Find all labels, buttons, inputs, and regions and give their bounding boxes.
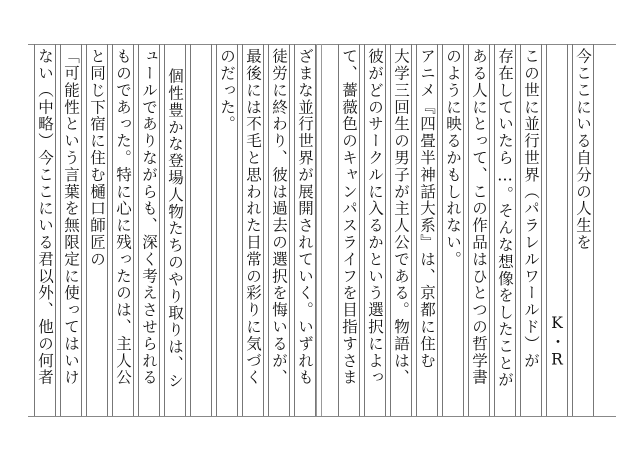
- column-text: 徒労に終わり、彼は過去の選択を悔いるが、: [270, 48, 288, 386]
- column-text: て、薔薇色のキャンパスライフを目指すさま: [340, 48, 358, 386]
- column-9: [364, 44, 386, 416]
- column-15: [190, 44, 212, 416]
- column-10: [338, 44, 360, 416]
- column-text: のように映るかもしれない。: [444, 48, 462, 268]
- center-fold: [316, 44, 322, 416]
- column-text: 彼がどのサークルに入るかという選択によっ: [366, 48, 384, 386]
- column-6: [442, 44, 464, 416]
- column-text: ある人にとって、この作品はひとつの哲学書: [470, 48, 488, 386]
- column-8: [390, 44, 412, 416]
- column-text: アニメ『四畳半神話大系』は、京都に住む: [418, 48, 436, 370]
- column-2: [546, 44, 568, 416]
- column-text: 「可能性という言葉を無限定に使ってはいけ: [62, 48, 80, 386]
- column-7: [416, 44, 438, 416]
- column-text: ざまな並行世界が展開されていく。いずれも: [296, 48, 314, 386]
- column-text: この世に並行世界（パラレルワールド）が: [522, 48, 540, 370]
- column-text: と同じ下宿に住む樋口師匠の: [88, 48, 106, 268]
- author-name: K・R: [548, 314, 566, 370]
- column-13: [242, 44, 264, 416]
- column-11: [294, 44, 316, 416]
- column-text: ない（中略）今ここにいる君以外、他の何者: [36, 48, 54, 386]
- column-17: [138, 44, 160, 416]
- column-21: [34, 44, 56, 416]
- column-text: 個性豊かな登場人物たちのやり取りは、シ: [166, 68, 184, 390]
- column-14: [216, 44, 238, 416]
- column-text: 大学三回生の男子が主人公である。物語は、: [392, 48, 410, 386]
- column-16: [164, 44, 186, 416]
- column-18: [112, 44, 134, 416]
- column-1: [572, 44, 594, 416]
- column-5: [468, 44, 490, 416]
- column-12: [268, 44, 290, 416]
- column-19: [86, 44, 108, 416]
- column-text: 今ここにいる自分の人生を: [574, 48, 592, 251]
- column-text: のだった。: [218, 48, 236, 133]
- bottom-border: [28, 416, 616, 417]
- column-3: [520, 44, 542, 416]
- column-20: [60, 44, 82, 416]
- column-text: ュールでありながらも、深く考えさせられる: [140, 48, 158, 386]
- column-4: [494, 44, 516, 416]
- column-text: 最後には不毛と思われた日常の彩りに気づく: [244, 48, 262, 386]
- column-text: ものであった。特に心に残ったのは、主人公: [114, 48, 132, 386]
- column-text: 存在していたら…。そんな想像をしたことが: [496, 48, 514, 389]
